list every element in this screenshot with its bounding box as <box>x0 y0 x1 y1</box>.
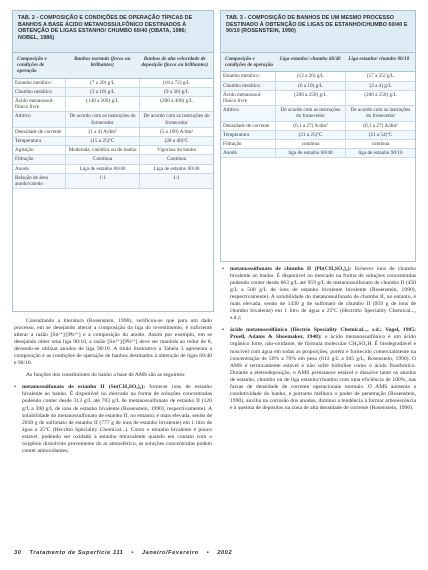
bullet-item <box>222 327 416 412</box>
paragraph: Consultando a literatura (Rosenstein, 1990), verificou-se que para um dado processo, em se desejando alterar a composição da liga do revestimento, é suficiente alterar a razão [Sn²⁺]/[Pb²⁺] e a composição do anodo. Assim por exemplo, em se desejando obter uma liga 90/10, a razão [Sn²⁺]/[Pb²⁺] deve ser mantida ao redor de 8, devendo-se utilizar anodos de liga 90/10. A título ilustrativo a Tabela 3 apresenta a composição e as condições de operação de banhos destinados à obtenção de ligas 60/40 e 90/10. <box>14 318 212 367</box>
table-cell: 1:1 <box>65 174 139 188</box>
table-3 <box>220 10 416 262</box>
table-cell: (3 a 10) g/L <box>65 88 139 96</box>
table-cell: contínua <box>275 140 345 148</box>
table-2-header: Banhos normais (focos ou brilhantes) <box>74 56 131 69</box>
footer-separator: • <box>131 550 134 556</box>
journal-name: Tratamento de Superfície 111 <box>29 550 124 556</box>
table-cell: (0,1 a 27) A/dm² <box>275 122 345 130</box>
table-cell: Densidade de corrente <box>15 128 62 135</box>
table-cell: Moderada, catódica ou do banho <box>65 146 139 154</box>
table-cell: Filtração <box>223 141 242 148</box>
left-text-column <box>14 318 212 460</box>
page-number: 30 <box>14 550 22 556</box>
table-cell: Chumbo metálico <box>223 82 261 89</box>
bullet-icon: • <box>14 384 16 391</box>
table-cell: De acordo com as instruções do fornecedor <box>345 106 415 120</box>
table-cell: (200 a 250) g/L <box>275 91 345 105</box>
bullet-text: fornecer íons de estanho bivalente ao banho. É disponível no mercado na forma de soluções concentradas podendo conter desde 313 g/L até 783 g/L de metanossulfonato de estanho II (120 g/L a 300 g/L de íons de estanho bivalente (Rosenstein, 1990), respectivamente). A solubilidade do metanossulfonato de estanho II, no entanto, é mais elevada, sendo de 2030 g de sulfonato de estanho II (777 g de íons de estanho bivalente) em 1 litro de água a 25ºC (Hecritto Speciality Chemical...). Como o estanho bivalente é pouco estável, podendo ser oxidado a estanho tetravalente quando em contato com o oxigênio dissolvido proveniente do ar atmosférico, as soluções concentradas podem conter antioxidantes; <box>22 384 212 454</box>
table-cell: Temperatura <box>15 138 42 145</box>
table-2-caption: TAB. 2 - COMPOSIÇÃO E CONDIÇÕES DE OPERAÇÃO TÍPICAS DE BANHOS A BASE ÁCIDO METANOSSULFÔNICO DESTINADOS À OBTENÇÃO DE LIGAS ESTANHO/ CHUMBO 60/40 (OBATA, 1986; NOBEL, 1986) <box>13 11 213 53</box>
table-cell: liga de estanho 60/40 <box>275 149 345 157</box>
journal-issue: Janeiro/Fevereiro <box>141 550 199 556</box>
table-cell: (21 a 54)ºC <box>345 131 415 139</box>
table-cell: De acordo com as instruções do fornecedor <box>139 112 213 126</box>
table-row <box>13 146 213 155</box>
table-2 <box>12 10 214 312</box>
table-cell: Contínua <box>65 155 139 163</box>
table-row <box>13 174 213 189</box>
table-cell: liga de estanho 90/10 <box>345 149 415 157</box>
table-row <box>221 149 415 158</box>
table-cell: (0,1 a 27) A/dm² <box>345 122 415 130</box>
table-cell: (20 a 40)ºC <box>139 137 213 145</box>
table-cell: Aditivo <box>15 113 31 120</box>
table-cell: Liga de estanho 60/40 <box>65 165 139 173</box>
table-cell: (6 a 10) g/L <box>275 82 345 90</box>
table-2-header: Composição e condições de operação <box>17 56 47 75</box>
table-3-header-row <box>221 53 415 72</box>
table-cell: Anodo <box>223 150 238 157</box>
journal-year: 2002 <box>217 550 233 556</box>
footer-separator: • <box>206 550 210 556</box>
table-row <box>13 97 213 112</box>
bullet-text: o ácido metanossulfônico é um ácido orgânico forte, não-oxidante, de fórmula molecular CH₃SO₃H. É biodegradável e miscível com água em todas as proporções, porém é fornecido comercialmente na concentração de 50% a 70% em peso (613 g/L a 945 g/L, Rosenstein, 1990). O AMS é termicamente estável e não sofre hidrólise como o ácido fluorbórico. Durante a eletrodeposição, o AMS permanece estável e dissolve tanto os anodos de estanho, chumbo ou de liga estanho/chumbo com uma eficiência de 100%, nas faixas de densidade de corrente operacionais normais. O AMS aumenta a condutividade do banho, e portanto melhora o poder de penetração (Rosenstein, 1990), auxilia na corrosão dos anodos, diminui a tendência à formar arborescência e à queima de depósitos na zona de alta densidade de corrente (Rosenstein, 1990). <box>230 334 416 411</box>
table-row <box>221 72 415 81</box>
table-cell: (5 a 100) A/dm² <box>139 128 213 136</box>
table-row <box>221 122 415 131</box>
table-2-header-row <box>13 53 213 79</box>
bullet-title: ácido metanossulfônico (Hectrio Speciality Chemical..., s.d.; Vogel, 1985; Proell, Adams & Shoemaker, 1948): <box>230 327 416 341</box>
table-cell: (21 a 25)ºC <box>275 131 345 139</box>
table-row <box>13 137 213 146</box>
bullet-icon: • <box>222 266 224 272</box>
table-3-header: Liga estanho/ chumbo 60/40 <box>279 56 341 62</box>
table-3-header: Composição e condições de operação <box>225 56 274 69</box>
table-cell: (2 a 4) g/L <box>345 82 415 90</box>
bullet-icon: • <box>222 327 224 334</box>
table-row <box>221 140 415 149</box>
table-cell: (140 a 200) g/L <box>65 97 139 111</box>
table-row <box>13 165 213 174</box>
right-text-column <box>222 266 416 417</box>
table-cell: (17 a 25) g/L <box>345 72 415 80</box>
table-cell: Estanho metálico <box>223 73 259 80</box>
table-2-header: Banhos de alta velocidade de deposição (focos ou brilhantes) <box>141 56 209 69</box>
table-cell: Ácido metanossul-fônico livre <box>223 91 263 105</box>
table-cell: Liga de estanho 60/40 <box>139 165 213 173</box>
table-cell: Contínua <box>139 155 213 163</box>
table-cell: Chumbo metálico <box>15 88 53 95</box>
table-cell: Agitação <box>15 147 34 154</box>
table-cell: (1 a 4) A/dm² <box>65 128 139 136</box>
table-row <box>13 128 213 137</box>
table-row <box>13 112 213 127</box>
table-cell: (7 a 20) g/L <box>65 79 139 87</box>
table-row <box>13 155 213 164</box>
table-row <box>13 88 213 97</box>
table-row <box>13 79 213 88</box>
table-cell: (200 a 250) g/L <box>345 91 415 105</box>
table-3-header: Liga estanho/ chumbo 90/10 <box>348 56 410 62</box>
table-cell: Anodo <box>15 165 30 172</box>
page-footer <box>14 550 414 556</box>
bullet-item <box>14 384 212 454</box>
table-3-grid <box>221 53 415 158</box>
table-cell: 1:1 <box>139 174 213 188</box>
table-row <box>221 82 415 91</box>
table-2-grid <box>13 53 213 189</box>
table-cell: (18 a 72) g/L <box>139 79 213 87</box>
table-cell: (200 a 400) g/L <box>139 97 213 111</box>
table-cell: Aditivo <box>223 107 239 114</box>
table-row <box>221 106 415 121</box>
table-3-caption: TAB. 3 - COMPOSIÇÃO DE BANHOS DE UM MESMO PROCESSO DESTINADO À OBTENÇÃO DE LIGAS DE ESTANHO/CHUMBO 60/40 E 90/10 (ROSENSTEIN, 1990) <box>221 11 415 53</box>
bullet-text: fornecer íons de chumbo bivalente ao banho. É disponível no mercado na forma de soluções concentradas podendo conter desde 863 g/L até 959 g/L de metanossulfonato de chumbo II (450 g/L a 500 g/L de íons de estanho bivalente bivalente (Rosenstein, 1990), respectivamente). A solubilidade do metanossulfonato de chumbo II, no entanto, é mais elevada, sendo de 1430 g de sulfonato de chumbo II (959 g de íons de chumbo bivalente) em 1 litro de água a 25ºC (Hectritto Speciality Chemical..., s.d.); <box>230 266 417 322</box>
table-cell: (12 a 20) g/L <box>275 72 345 80</box>
table-cell: Estanho metálico <box>15 79 51 86</box>
paragraph: As funções dos constituintes do banho a base de AMS são as seguintes: <box>26 372 186 379</box>
table-cell: Temperatura <box>223 131 250 138</box>
table-cell: Ácido metanossul-fônico livre <box>15 98 55 111</box>
table-cell: contínua <box>345 140 415 148</box>
table-cell: Densidade de corrente <box>223 122 270 129</box>
bullet-title: metanossulfonato de chumbo II (Pb(CH₃SO₃)₂): <box>230 266 352 272</box>
table-cell: (15 a 25)ºC <box>65 137 139 145</box>
bullet-item <box>222 266 416 322</box>
table-row <box>221 91 415 106</box>
bullet-title: metanossulfonato de estanho II (Sn(CH₃SO₃)₂): <box>22 384 146 391</box>
table-cell: Filtração <box>15 156 34 163</box>
table-cell: (9 a 36) g/L <box>139 88 213 96</box>
table-cell: Relação de área anodo/catodo <box>15 174 48 188</box>
table-cell: De acordo com as instruções do fornecedor <box>275 106 345 120</box>
table-row <box>221 131 415 140</box>
table-cell: Vigorosa do banho <box>139 146 213 154</box>
table-cell: De acordo com as instruções do fornecedor <box>65 112 139 126</box>
